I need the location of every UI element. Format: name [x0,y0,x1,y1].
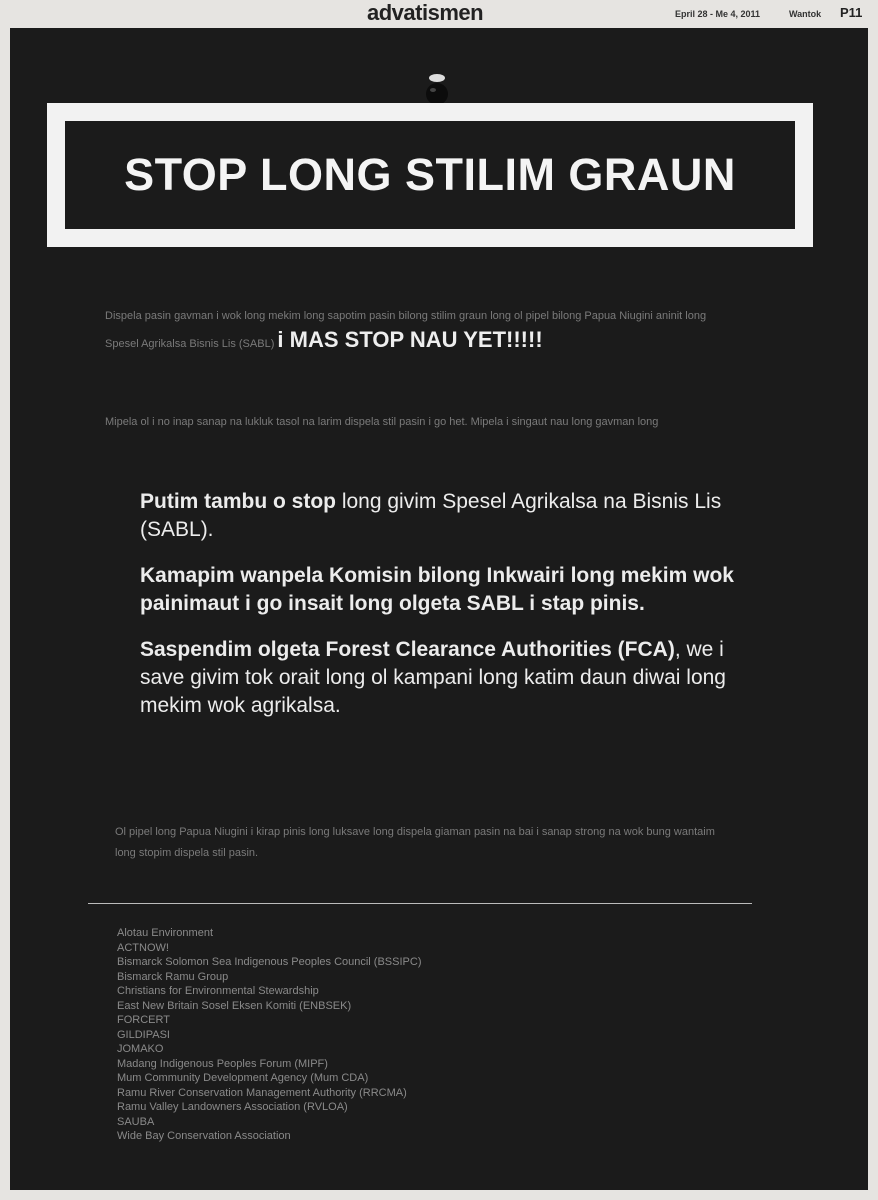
demand-text: long givim Spesel Agrikalsa na Bisnis Lis (SABL). [140,490,722,541]
organization-item: Wide Bay Conservation Association [117,1130,291,1142]
organization-item: SAUBA [117,1115,155,1128]
organization-item: Mum Community Development Agency (Mum CDA) [117,1072,369,1084]
demand-text: , we i save givim tok orait long ol kampani long katim daun diwai long mekim wok agrikalsa. [140,638,726,717]
headline: STOP LONG STILIM GRAUN [124,149,736,200]
organization-item: ACTNOW! [117,941,169,954]
demand-item [140,488,740,544]
organization-item: Bismarck Solomon Sea Indigenous Peoples Council (BSSIPC) [117,956,422,968]
demand-bold: Putim tambu o stop [140,490,336,513]
closing-paragraph: Ol pipel long Papua Niugini i kirap pinis long luksave long dispela giaman pasin na bai i sanap strong na wok bung wantaim long stopim dispela stil pasin. [115,826,715,859]
organization-item: East New Britain Sosel Eksen Komiti (ENBSEK) [117,999,352,1012]
demand-item [140,562,740,618]
organization-item: Ramu River Conservation Management Authority (RRCMA) [117,1086,407,1099]
demand-bold: Saspendim olgeta Forest Clearance Authorities (FCA) [140,638,675,661]
demand-bold: Kamapim wanpela Komisin bilong Inkwairi long mekim wok painimaut i go insait long olgeta SABL i stap pinis. [140,564,734,615]
section-heading: advatismen [367,0,484,25]
organization-item: Madang Indigenous Peoples Forum (MIPF) [117,1057,328,1070]
headline-box [47,103,813,247]
newspaper-name: Wantok [789,9,822,19]
intro-emphasis: i MAS STOP NAU YET!!!!! [277,327,543,352]
call-paragraph: Mipela ol i no inap sanap na lukluk tasol na larim dispela stil pasin i go het. Mipela i singaut nau long gavman long [105,416,659,428]
organization-item: FORCERT [117,1014,170,1026]
organization-list [117,926,421,1144]
demands-list [140,488,740,738]
organization-item: GILDIPASI [117,1028,170,1041]
organization-item: Christians for Environmental Stewardship [117,985,319,997]
intro-text: Dispela pasin gavman i wok long mekim long sapotim pasin bilong stilim graun long ol pipel bilong Papua Niugini aninit long Spesel Agrikalsa Bisnis Lis (SABL) [105,310,707,350]
demand-item [140,636,740,720]
organization-item: Ramu Valley Landowners Association (RVLOA) [117,1101,348,1113]
thumbtack-icon [421,70,453,106]
divider [88,903,752,904]
organization-item: Alotau Environment [117,927,213,939]
intro-paragraph [105,306,725,355]
organization-item: JOMAKO [117,1043,164,1055]
page-number: P11 [840,5,863,20]
issue-date: Epril 28 - Me 4, 2011 [675,9,761,19]
organization-item: Bismarck Ramu Group [117,970,229,983]
